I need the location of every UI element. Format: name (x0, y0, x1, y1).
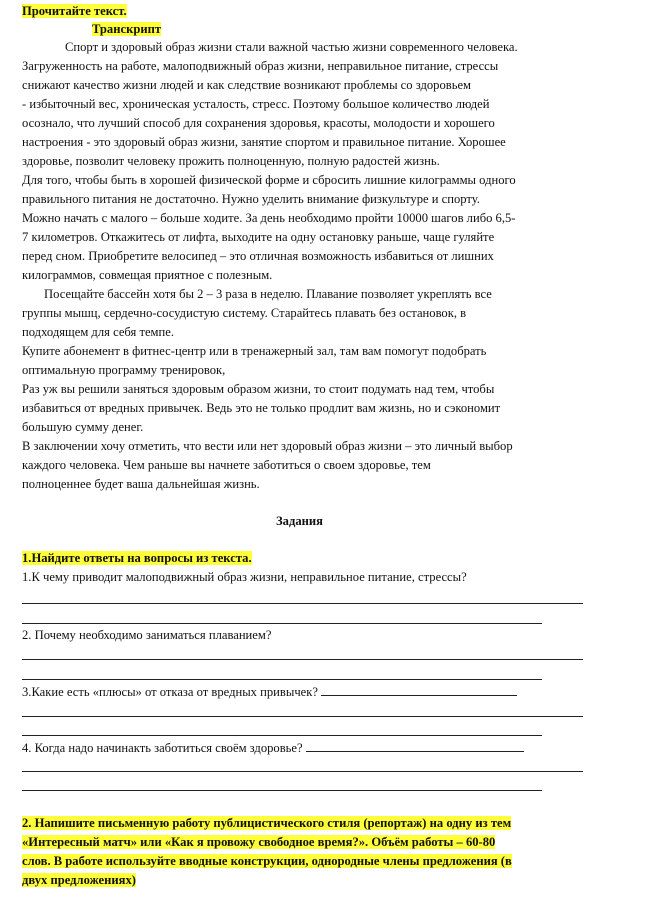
text-line: настроения - это здоровый образ жизни, занятие спортом и правильное питание. Хорошее (22, 135, 506, 149)
answer-line[interactable] (22, 735, 542, 736)
text-line: большую сумму денег. (22, 420, 144, 434)
text-line: Для того, чтобы быть в хорошей физической форме и сбросить лишние килограммы одного (22, 173, 516, 187)
instruction-heading: Прочитайте текст. (22, 4, 127, 18)
answer-line[interactable] (22, 771, 583, 772)
answer-line[interactable] (22, 679, 542, 680)
text-line: Можно начать с малого – больше ходите. За день необходимо пройти 10000 шагов либо 6,5- (22, 211, 516, 225)
question-2: 2. Почему необходимо заниматься плаванием? (22, 628, 272, 642)
task2-line: двух предложениях) (22, 873, 136, 887)
text-line: Раз уж вы решили заняться здоровым образом жизни, то стоит подумать над тем, чтобы (22, 382, 495, 396)
text-line: - избыточный вес, хроническая усталость, стресс. Поэтому большое количество людей (22, 97, 490, 111)
text-line: подходящем для себя темпе. (22, 325, 174, 339)
text-line: правильного питания не достаточно. Нужно уделить внимание физкультуре и спорту. (22, 192, 480, 206)
text-line: Посещайте бассейн хотя бы 2 – 3 раза в неделю. Плавание позволяет укреплять все (44, 287, 492, 301)
answer-line[interactable] (22, 659, 583, 660)
text-line: полноценнее будет ваша дальнейшая жизнь. (22, 477, 260, 491)
text-line: перед сном. Приобретите велосипед – это отличная возможность избавиться от лишних (22, 249, 494, 263)
text-line: избавиться от вредных привычек. Ведь это не только продлит вам жизнь, но и сэкономит (22, 401, 501, 415)
text-line: килограммов, совмещая приятное с полезным. (22, 268, 273, 282)
answer-line[interactable] (22, 623, 542, 624)
text-line: Купите абонемент в фитнес-центр или в тренажерный зал, там вам помогут подобрать (22, 344, 487, 358)
transcript-title: Транскрипт (92, 22, 162, 36)
tasks-heading: Задания (276, 514, 323, 528)
answer-line[interactable] (306, 740, 524, 752)
text-line: Спорт и здоровый образ жизни стали важной частью жизни современного человека. (65, 40, 518, 54)
text-line: здоровье, позволит человеку прожить полноценную, полную радостей жизнь. (22, 154, 440, 168)
task1-title: 1.Найдите ответы на вопросы из текста. (22, 551, 252, 565)
text-line: 7 километров. Откажитесь от лифта, выходите на одну остановку раньше, чаще гуляйте (22, 230, 495, 244)
answer-line[interactable] (22, 716, 583, 717)
question-4: 4. Когда надо начинакть заботиться своём здоровье? (22, 740, 524, 756)
question-1: 1.К чему приводит малоподвижный образ жизни, неправильное питание, стрессы? (22, 570, 467, 584)
text-line: каждого человека. Чем раньше вы начнете заботиться о своем здоровье, тем (22, 458, 431, 472)
question-3: 3.Какие есть «плюсы» от отказа от вредных привычек? (22, 684, 517, 700)
answer-line[interactable] (321, 684, 517, 696)
text-line: В заключении хочу отметить, что вести или нет здоровый образ жизни – это личный выбор (22, 439, 513, 453)
answer-line[interactable] (22, 790, 542, 791)
task2-line: слов. В работе используйте вводные конструкции, однородные члены предложения (в (22, 854, 512, 868)
text-line: оптимальную программу тренировок, (22, 363, 226, 377)
text-line: снижают качество жизни людей и как следствие возникают проблемы со здоровьем (22, 78, 472, 92)
task2-line: «Интересный матч» или «Как я провожу свободное время?». Объём работы – 60-80 (22, 835, 496, 849)
text-line: Загруженность на работе, малоподвижный образ жизни, неправильное питание, стрессы (22, 59, 499, 73)
answer-line[interactable] (22, 603, 583, 604)
task2-line: 2. Напишите письменную работу публицистического стиля (репортаж) на одну из тем (22, 816, 512, 830)
text-line: осознало, что лучший способ для сохранения здоровья, красоты, молодости и хорошего (22, 116, 495, 130)
text-line: группы мышц, сердечно-сосудистую систему. Старайтесь плавать без остановок, в (22, 306, 467, 320)
